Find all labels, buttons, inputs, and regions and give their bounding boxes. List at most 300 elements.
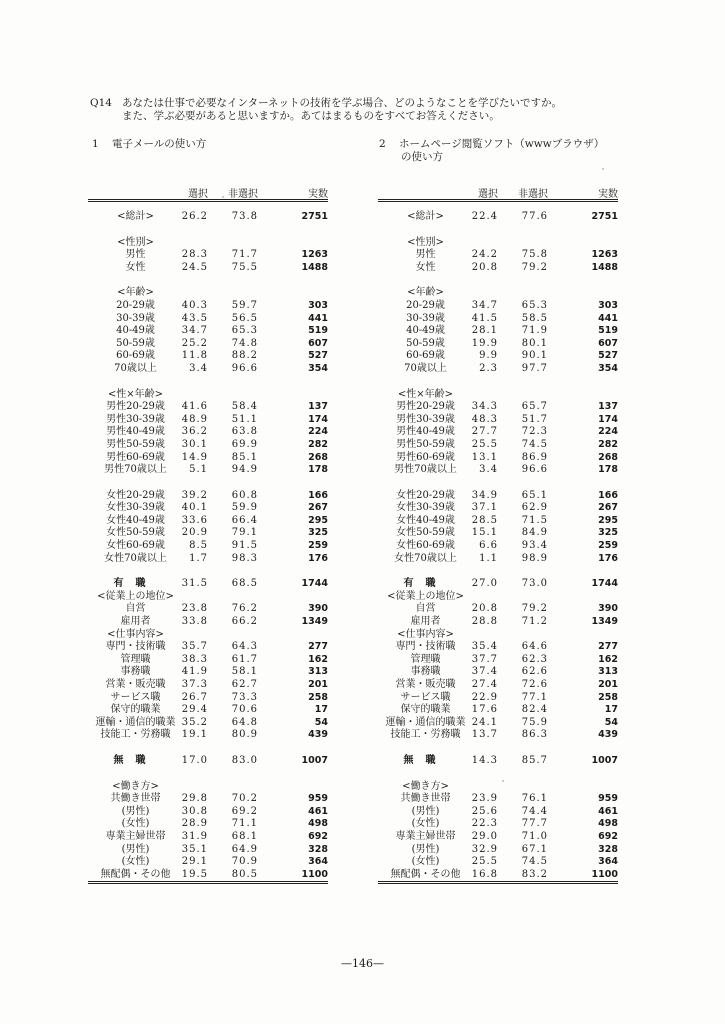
page-number: —146— [341, 957, 384, 970]
count-value: 282 [308, 438, 328, 450]
row-label: <仕事内容> [397, 628, 454, 640]
row-label: <総計> [407, 211, 444, 222]
not-selected-value: 83.2 [521, 868, 548, 880]
not-selected-value: 65.3 [521, 299, 548, 311]
count-value: 267 [598, 502, 618, 514]
not-selected-value: 62.6 [521, 666, 548, 678]
group-heading-row [88, 389, 328, 402]
count-value: 607 [598, 337, 618, 349]
count-value: 282 [598, 438, 618, 450]
not-selected-value: 60.8 [231, 489, 258, 501]
table-row [378, 641, 618, 654]
selected-value: 20.8 [471, 261, 498, 273]
count-value: 201 [308, 679, 328, 690]
table-row [378, 338, 618, 351]
row-label: <働き方> [112, 780, 159, 792]
count-value: 498 [308, 818, 328, 830]
table-row [378, 793, 618, 806]
not-selected-value: 70.9 [231, 856, 258, 868]
not-selected-value: 77.7 [521, 818, 548, 830]
selected-value: 48.3 [471, 413, 498, 425]
selected-value: 39.2 [181, 489, 208, 501]
count-value: 439 [308, 729, 328, 741]
count-value: 328 [308, 843, 328, 855]
selected-value: 37.1 [471, 502, 498, 514]
table-row [88, 616, 328, 629]
not-selected-value: 71.9 [521, 325, 548, 337]
group-heading-row [378, 237, 618, 250]
row-gap [378, 202, 618, 211]
table-row [378, 729, 618, 742]
selected-value: 26.2 [181, 211, 208, 222]
row-label: 無職 [403, 754, 448, 766]
selected-value: 28.8 [471, 616, 498, 628]
row-label: <性別> [117, 236, 154, 248]
group-heading-row [378, 781, 618, 794]
table-row [88, 578, 328, 591]
table-row [88, 641, 328, 654]
count-value: 1744 [591, 578, 618, 590]
row-gap [88, 376, 328, 389]
selected-value: 19.9 [471, 337, 498, 349]
header-count: 実数 [308, 189, 328, 200]
selected-value: 20.9 [181, 527, 208, 539]
header-selected: 選択 [478, 189, 498, 200]
table-row [378, 363, 618, 376]
not-selected-value: 93.4 [521, 540, 548, 552]
not-selected-value: 80.5 [231, 868, 258, 880]
row-label: 男性40-49歳 [106, 426, 165, 438]
not-selected-value: 75.8 [521, 249, 548, 261]
not-selected-value: 62.3 [521, 653, 548, 665]
not-selected-value: 74.5 [521, 856, 548, 868]
not-selected-value: 56.5 [231, 312, 258, 324]
count-value: 354 [308, 362, 328, 374]
table-row [378, 262, 618, 275]
selected-value: 22.3 [471, 818, 498, 830]
row-label: 70歳以上 [404, 362, 447, 374]
not-selected-value: 62.7 [231, 679, 258, 690]
row-label: 男性30-39歳 [106, 413, 165, 425]
table-row [378, 755, 618, 768]
not-selected-value: 73.0 [521, 578, 548, 590]
row-label: 20-29歳 [406, 299, 445, 311]
selected-value: 35.1 [181, 843, 208, 855]
row-label: 60-69歳 [116, 350, 155, 362]
not-selected-value: 61.7 [231, 653, 258, 665]
header-not-selected: 非選択 [518, 189, 548, 200]
section-title-2 [379, 138, 604, 164]
row-label: <総計> [117, 211, 154, 222]
count-value: 527 [598, 350, 618, 362]
selected-value: 41.9 [181, 666, 208, 678]
count-value: 17 [604, 704, 618, 716]
row-label: 女性20-29歳 [396, 489, 455, 501]
row-label: 男性50-59歳 [106, 438, 165, 450]
count-value: 959 [308, 793, 328, 805]
row-gap [88, 477, 328, 490]
row-label: 管理職 [120, 653, 151, 665]
row-label: 女性70歳以上 [104, 552, 167, 564]
selected-value: 36.2 [181, 426, 208, 438]
group-heading-row [378, 389, 618, 402]
row-label: 40-49歳 [116, 325, 155, 337]
row-label: 専業主婦世帯 [105, 830, 166, 842]
table-row [378, 325, 618, 338]
table-row [378, 452, 618, 465]
question-line-1: あなたは仕事で必要なインターネットの技術を学ぶ場合、どのようなことを学びたいですか。 [122, 97, 563, 109]
section-title-1 [92, 138, 206, 151]
table-header [378, 183, 618, 199]
count-value: 692 [308, 830, 328, 842]
section-title-text: ホームページ閲覧ソフト（wwwブラウザ） [399, 138, 605, 150]
row-label: <年齢> [117, 287, 154, 299]
row-label: 女性70歳以上 [394, 552, 457, 564]
scan-speck [502, 780, 504, 782]
not-selected-value: 79.2 [521, 603, 548, 615]
row-gap [378, 274, 618, 287]
row-label: 女性60-69歳 [396, 540, 455, 552]
count-value: 325 [308, 527, 328, 539]
selected-value: 19.1 [181, 729, 208, 741]
not-selected-value: 70.2 [231, 793, 258, 805]
not-selected-value: 64.6 [521, 641, 548, 653]
selected-value: 1.1 [479, 552, 498, 564]
not-selected-value: 82.4 [521, 704, 548, 716]
table-row [88, 704, 328, 717]
table-row [88, 313, 328, 326]
table-row [88, 729, 328, 742]
scan-speck [602, 168, 604, 170]
selected-value: 27.4 [471, 679, 498, 690]
selected-value: 35.2 [181, 716, 208, 728]
table-row [378, 869, 618, 882]
row-gap [378, 224, 618, 237]
table-row [378, 704, 618, 717]
count-value: 692 [598, 830, 618, 842]
row-label: 営業・販売職 [395, 679, 456, 690]
table-row [378, 679, 618, 692]
count-value: 1263 [591, 249, 618, 261]
selected-value: 15.1 [471, 527, 498, 539]
row-label: 女性20-29歳 [106, 489, 165, 501]
row-gap [88, 768, 328, 781]
table-row [378, 831, 618, 844]
group-heading-row [378, 287, 618, 300]
selected-value: 30.1 [181, 438, 208, 450]
row-label: 専門・技術職 [105, 641, 166, 653]
row-label: <仕事内容> [107, 628, 164, 640]
group-heading-row [378, 591, 618, 604]
selected-value: 28.5 [471, 514, 498, 526]
not-selected-value: 58.4 [231, 401, 258, 413]
not-selected-value: 84.9 [521, 527, 548, 539]
table-row [378, 249, 618, 262]
not-selected-value: 86.9 [521, 451, 548, 463]
selected-value: 29.1 [181, 856, 208, 868]
row-label: 30-39歳 [116, 312, 155, 324]
row-label: (女性) [411, 856, 440, 868]
selected-value: 28.9 [181, 818, 208, 830]
not-selected-value: 88.2 [231, 350, 258, 362]
table-row [378, 616, 618, 629]
row-label: 技能工・労務職 [390, 729, 461, 741]
count-value: 176 [308, 552, 328, 564]
count-value: 498 [598, 818, 618, 830]
count-value: 174 [598, 413, 618, 425]
count-value: 1488 [301, 261, 328, 273]
count-value: 303 [308, 299, 328, 311]
footer-rule [88, 881, 328, 884]
selected-value: 35.4 [471, 641, 498, 653]
row-label: 有職 [403, 578, 448, 590]
table-row [378, 464, 618, 477]
table-row [88, 856, 328, 869]
selected-value: 30.8 [181, 805, 208, 817]
not-selected-value: 71.0 [521, 830, 548, 842]
not-selected-value: 69.9 [231, 438, 258, 450]
row-label: 男性40-49歳 [396, 426, 455, 438]
selected-value: 24.5 [181, 261, 208, 273]
count-value: 2751 [301, 211, 328, 222]
count-value: 461 [308, 805, 328, 817]
selected-value: 22.9 [471, 691, 498, 703]
row-label: (男性) [411, 805, 440, 817]
not-selected-value: 94.9 [231, 464, 258, 476]
row-label: 50-59歳 [406, 337, 445, 349]
table-row [88, 325, 328, 338]
row-label: 共働き世帯 [400, 793, 451, 805]
not-selected-value: 75.5 [231, 261, 258, 273]
table-email [88, 183, 328, 884]
table-row [88, 401, 328, 414]
selected-value: 16.8 [471, 868, 498, 880]
row-label: 女性40-49歳 [396, 514, 455, 526]
table-row [88, 300, 328, 313]
selected-value: 11.8 [181, 350, 208, 362]
table-row [88, 502, 328, 515]
table-row [378, 818, 618, 831]
selected-value: 19.5 [181, 868, 208, 880]
table-browser [378, 183, 618, 884]
selected-value: 25.5 [471, 856, 498, 868]
selected-value: 38.3 [181, 653, 208, 665]
row-label: 専業主婦世帯 [395, 830, 456, 842]
row-label: 女性 [125, 261, 146, 273]
table-row [88, 553, 328, 566]
count-value: 176 [598, 552, 618, 564]
not-selected-value: 63.8 [231, 426, 258, 438]
selected-value: 23.9 [471, 793, 498, 805]
selected-value: 13.7 [471, 729, 498, 741]
not-selected-value: 83.0 [231, 754, 258, 766]
table-row [378, 490, 618, 503]
not-selected-value: 77.6 [521, 211, 548, 222]
not-selected-value: 59.9 [231, 502, 258, 514]
count-value: 258 [308, 691, 328, 703]
table-row [378, 515, 618, 528]
section-number: 2 [379, 138, 386, 150]
not-selected-value: 73.8 [231, 211, 258, 222]
question-line-2: また、学ぶ必要があると思いますか。あてはまるものをすべてお答えください。 [122, 110, 500, 122]
count-value: 17 [314, 704, 328, 716]
selected-value: 23.8 [181, 603, 208, 615]
not-selected-value: 96.6 [521, 464, 548, 476]
count-value: 313 [598, 666, 618, 678]
row-label: 男性 [125, 249, 146, 261]
count-value: 201 [598, 679, 618, 690]
not-selected-value: 86.3 [521, 729, 548, 741]
table-row [88, 464, 328, 477]
count-value: 325 [598, 527, 618, 539]
row-label: 営業・販売職 [105, 679, 166, 690]
row-label: <働き方> [402, 780, 449, 792]
row-label: 保守的職業 [110, 704, 161, 716]
not-selected-value: 79.1 [231, 527, 258, 539]
table-row [88, 717, 328, 730]
table-row [378, 603, 618, 616]
count-value: 268 [308, 451, 328, 463]
count-value: 224 [308, 426, 328, 438]
not-selected-value: 96.6 [231, 362, 258, 374]
group-heading-row [88, 629, 328, 642]
count-value: 439 [598, 729, 618, 741]
selected-value: 28.3 [181, 249, 208, 261]
table-row [88, 869, 328, 882]
count-value: 259 [598, 540, 618, 552]
header-count: 実数 [598, 189, 618, 200]
count-value: 519 [308, 325, 328, 337]
section-number: 1 [92, 138, 99, 150]
selected-value: 13.1 [471, 451, 498, 463]
not-selected-value: 85.7 [521, 754, 548, 766]
count-value: 178 [598, 464, 618, 476]
count-value: 461 [598, 805, 618, 817]
table-row [88, 755, 328, 768]
row-gap [88, 565, 328, 578]
row-gap [88, 202, 328, 211]
selected-value: 33.6 [181, 514, 208, 526]
row-label: 自営 [125, 603, 146, 615]
row-label: 無職 [113, 754, 158, 766]
selected-value: 41.5 [471, 312, 498, 324]
not-selected-value: 64.9 [231, 843, 258, 855]
selected-value: 29.4 [181, 704, 208, 716]
not-selected-value: 65.7 [521, 401, 548, 413]
table-row [378, 553, 618, 566]
row-label: <性別> [407, 236, 444, 248]
row-label: (男性) [411, 843, 440, 855]
row-label: <性×年齢> [397, 388, 454, 400]
not-selected-value: 97.7 [521, 362, 548, 374]
selected-value: 41.6 [181, 401, 208, 413]
table-header [88, 183, 328, 199]
count-value: 1100 [301, 868, 328, 880]
group-heading-row [88, 781, 328, 794]
row-label: 女性30-39歳 [396, 502, 455, 514]
row-label: 無配偶・その他 [390, 868, 461, 880]
count-value: 224 [598, 426, 618, 438]
table-row [378, 300, 618, 313]
question-number: Q14 [90, 97, 112, 109]
table-row [88, 831, 328, 844]
selected-value: 8.5 [189, 540, 208, 552]
selected-value: 35.7 [181, 641, 208, 653]
row-label: 男性20-29歳 [106, 401, 165, 413]
count-value: 364 [598, 856, 618, 868]
not-selected-value: 98.3 [231, 552, 258, 564]
row-gap [378, 768, 618, 781]
not-selected-value: 79.2 [521, 261, 548, 273]
selected-value: 27.7 [471, 426, 498, 438]
table-row [378, 578, 618, 591]
selected-value: 14.9 [181, 451, 208, 463]
row-label: <年齢> [407, 287, 444, 299]
row-gap [88, 224, 328, 237]
table-row [88, 363, 328, 376]
count-value: 267 [308, 502, 328, 514]
count-value: 303 [598, 299, 618, 311]
selected-value: 5.1 [189, 464, 208, 476]
count-value: 166 [598, 489, 618, 501]
row-label: 運輸・通信的職業 [385, 716, 466, 728]
count-value: 519 [598, 325, 618, 337]
selected-value: 3.4 [189, 362, 208, 374]
count-value: 527 [308, 350, 328, 362]
selected-value: 31.5 [181, 578, 208, 590]
table-row [378, 426, 618, 439]
count-value: 258 [598, 691, 618, 703]
row-label: 女性40-49歳 [106, 514, 165, 526]
row-label: 女性50-59歳 [106, 527, 165, 539]
count-value: 607 [308, 337, 328, 349]
table-row [88, 692, 328, 705]
row-label: サービス職 [110, 691, 161, 703]
not-selected-value: 73.3 [231, 691, 258, 703]
count-value: 441 [598, 312, 618, 324]
count-value: 1007 [301, 754, 328, 766]
count-value: 295 [308, 514, 328, 526]
row-label: <性×年齢> [107, 388, 164, 400]
selected-value: 24.1 [471, 716, 498, 728]
not-selected-value: 67.1 [521, 843, 548, 855]
row-label: 専門・技術職 [395, 641, 456, 653]
row-label: 男性70歳以上 [394, 464, 457, 476]
not-selected-value: 72.3 [521, 426, 548, 438]
table-row [88, 793, 328, 806]
count-value: 959 [598, 793, 618, 805]
row-label: 管理職 [410, 653, 441, 665]
row-label: 男性30-39歳 [396, 413, 455, 425]
not-selected-value: 64.8 [231, 716, 258, 728]
row-label: 女性30-39歳 [106, 502, 165, 514]
row-label: (男性) [121, 805, 150, 817]
selected-value: 31.9 [181, 830, 208, 842]
not-selected-value: 58.5 [521, 312, 548, 324]
selected-value: 40.3 [181, 299, 208, 311]
row-label: 40-49歳 [406, 325, 445, 337]
count-value: 328 [598, 843, 618, 855]
table-row [88, 338, 328, 351]
selected-value: 34.9 [471, 489, 498, 501]
row-label: (女性) [121, 818, 150, 830]
row-label: 20-29歳 [116, 299, 155, 311]
row-label: 無配偶・その他 [100, 868, 171, 880]
header-not-selected: 非選択 [228, 189, 258, 200]
row-label: 雇用者 [120, 616, 151, 628]
selected-value: 33.8 [181, 616, 208, 628]
table-row [88, 262, 328, 275]
